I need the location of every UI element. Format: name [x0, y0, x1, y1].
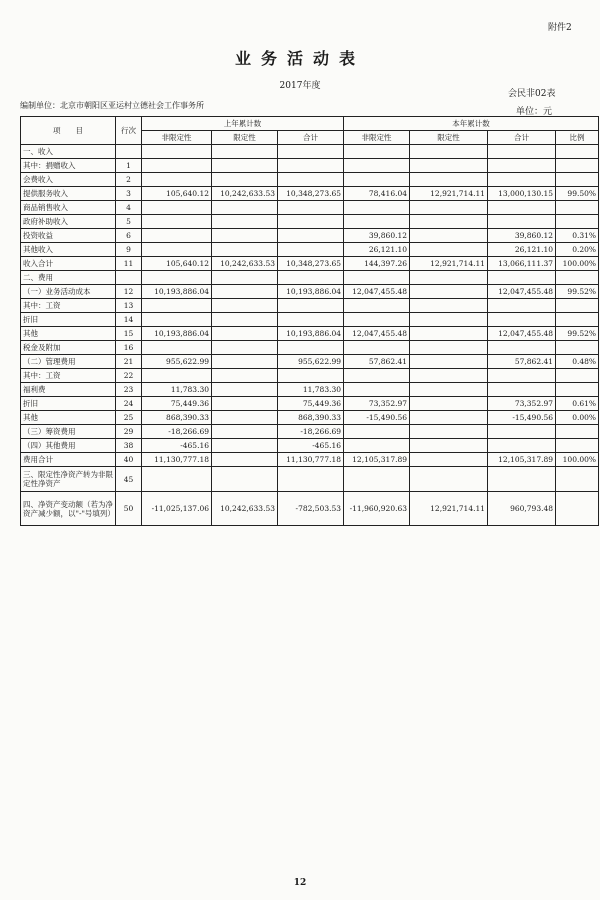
- row-value-f: [488, 369, 556, 383]
- row-value-b: [212, 453, 278, 467]
- row-value-g: [556, 299, 599, 313]
- row-value-a: 105,640.12: [142, 187, 212, 201]
- row-line-number: 45: [116, 467, 142, 492]
- row-line-number: 16: [116, 341, 142, 355]
- row-value-f: 13,066,111.37: [488, 257, 556, 271]
- row-value-e: [410, 453, 488, 467]
- row-value-g: 99.52%: [556, 327, 599, 341]
- row-item-label: 商品销售收入: [21, 201, 116, 215]
- row-value-c: 10,193,886.04: [278, 327, 344, 341]
- row-value-b: [212, 397, 278, 411]
- row-value-d: [344, 159, 410, 173]
- row-value-d: [344, 215, 410, 229]
- row-value-c: 11,130,777.18: [278, 453, 344, 467]
- row-line-number: 1: [116, 159, 142, 173]
- row-value-d: 12,047,455.48: [344, 327, 410, 341]
- table-row: [21, 355, 599, 369]
- row-value-c: [278, 215, 344, 229]
- row-value-c: 75,449.36: [278, 397, 344, 411]
- row-line-number: 2: [116, 173, 142, 187]
- row-value-g: 0.31%: [556, 229, 599, 243]
- row-value-d: [344, 271, 410, 285]
- row-value-c: [278, 173, 344, 187]
- row-value-f: 26,121.10: [488, 243, 556, 257]
- row-value-e: [410, 159, 488, 173]
- row-value-b: [212, 383, 278, 397]
- col-curr-total: 合计: [488, 131, 556, 145]
- row-value-c: 10,348,273.65: [278, 187, 344, 201]
- row-value-d: 73,352.97: [344, 397, 410, 411]
- col-item-header: 项 目: [21, 117, 116, 145]
- col-prev-total: 合计: [278, 131, 344, 145]
- row-value-f: [488, 215, 556, 229]
- table-row: [21, 492, 599, 526]
- row-line-number: 13: [116, 299, 142, 313]
- activity-statement-table: [20, 116, 599, 526]
- row-value-d: [344, 383, 410, 397]
- row-value-f: [488, 425, 556, 439]
- row-value-a: [142, 173, 212, 187]
- attachment-label: 附件2: [548, 23, 572, 33]
- col-line-header: 行次: [116, 117, 142, 145]
- row-value-e: [410, 341, 488, 355]
- row-value-g: 0.00%: [556, 411, 599, 425]
- row-line-number: 50: [116, 492, 142, 526]
- row-value-g: [556, 467, 599, 492]
- row-value-c: [278, 243, 344, 257]
- col-curr-unrestricted: 非限定性: [344, 131, 410, 145]
- row-value-c: -18,266.69: [278, 425, 344, 439]
- table-row: [21, 383, 599, 397]
- row-value-b: [212, 173, 278, 187]
- col-curr-year-header: 本年累计数: [344, 117, 599, 131]
- row-item-label: 二、费用: [21, 271, 116, 285]
- page-title: 业务活动表: [234, 49, 365, 68]
- row-item-label: （三）筹资费用: [21, 425, 116, 439]
- row-value-f: 12,047,455.48: [488, 327, 556, 341]
- row-value-b: [212, 313, 278, 327]
- row-value-e: [410, 327, 488, 341]
- row-value-f: 73,352.97: [488, 397, 556, 411]
- row-value-b: [212, 327, 278, 341]
- row-value-f: [488, 439, 556, 453]
- table-row: [21, 215, 599, 229]
- col-ratio: 比例: [556, 131, 599, 145]
- table-row: [21, 327, 599, 341]
- row-value-e: [410, 229, 488, 243]
- row-value-g: 100.00%: [556, 257, 599, 271]
- row-item-label: 收入合计: [21, 257, 116, 271]
- table-row: [21, 439, 599, 453]
- row-value-e: [410, 355, 488, 369]
- row-value-d: 144,397.26: [344, 257, 410, 271]
- row-item-label: （一）业务活动成本: [21, 285, 116, 299]
- row-value-d: 12,047,455.48: [344, 285, 410, 299]
- row-value-b: [212, 439, 278, 453]
- table-row: [21, 243, 599, 257]
- row-item-label: 一、收入: [21, 145, 116, 159]
- row-value-a: [142, 299, 212, 313]
- row-line-number: 40: [116, 453, 142, 467]
- row-value-f: 39,860.12: [488, 229, 556, 243]
- row-value-b: [212, 369, 278, 383]
- col-prev-year-header: 上年累计数: [142, 117, 344, 131]
- row-value-f: -15,490.56: [488, 411, 556, 425]
- row-line-number: [116, 145, 142, 159]
- table-row: [21, 467, 599, 492]
- row-value-g: [556, 215, 599, 229]
- row-value-d: [344, 145, 410, 159]
- row-value-c: -465.16: [278, 439, 344, 453]
- row-value-e: 12,921,714.11: [410, 187, 488, 201]
- row-item-label: 其中：工资: [21, 299, 116, 313]
- row-value-g: [556, 425, 599, 439]
- row-value-a: 10,193,886.04: [142, 327, 212, 341]
- row-value-e: [410, 313, 488, 327]
- table-row: [21, 201, 599, 215]
- row-value-e: [410, 299, 488, 313]
- row-value-e: [410, 145, 488, 159]
- row-value-c: [278, 369, 344, 383]
- row-value-b: [212, 271, 278, 285]
- row-value-d: 12,105,317.89: [344, 453, 410, 467]
- row-value-d: [344, 313, 410, 327]
- row-value-a: [142, 313, 212, 327]
- row-value-b: [212, 243, 278, 257]
- row-item-label: 福利费: [21, 383, 116, 397]
- row-value-a: [142, 369, 212, 383]
- row-value-b: [212, 299, 278, 313]
- row-value-a: [142, 201, 212, 215]
- row-value-b: 10,242,633.53: [212, 492, 278, 526]
- row-value-a: [142, 145, 212, 159]
- row-value-c: [278, 299, 344, 313]
- row-line-number: [116, 271, 142, 285]
- table-row: [21, 271, 599, 285]
- row-value-g: [556, 369, 599, 383]
- row-value-c: 868,390.33: [278, 411, 344, 425]
- row-value-c: [278, 201, 344, 215]
- row-line-number: 29: [116, 425, 142, 439]
- row-value-a: 11,130,777.18: [142, 453, 212, 467]
- row-item-label: 其他收入: [21, 243, 116, 257]
- row-value-e: [410, 425, 488, 439]
- row-value-g: [556, 439, 599, 453]
- row-value-d: -15,490.56: [344, 411, 410, 425]
- row-value-c: 10,193,886.04: [278, 285, 344, 299]
- row-value-e: [410, 285, 488, 299]
- row-item-label: 税金及附加: [21, 341, 116, 355]
- table-row: [21, 173, 599, 187]
- row-value-f: [488, 173, 556, 187]
- table-row: [21, 285, 599, 299]
- table-row: [21, 257, 599, 271]
- row-value-f: [488, 271, 556, 285]
- row-line-number: 5: [116, 215, 142, 229]
- row-value-e: [410, 201, 488, 215]
- row-item-label: 投资收益: [21, 229, 116, 243]
- row-value-f: [488, 201, 556, 215]
- page-number: 12: [293, 878, 307, 888]
- row-value-d: [344, 439, 410, 453]
- fiscal-year: 2017年度: [279, 81, 321, 91]
- row-value-e: [410, 397, 488, 411]
- row-line-number: 4: [116, 201, 142, 215]
- row-value-g: 99.52%: [556, 285, 599, 299]
- row-value-c: 955,622.99: [278, 355, 344, 369]
- row-value-b: 10,242,633.53: [212, 187, 278, 201]
- row-value-b: [212, 355, 278, 369]
- row-value-g: [556, 271, 599, 285]
- row-value-b: [212, 229, 278, 243]
- row-value-g: [556, 173, 599, 187]
- row-line-number: 38: [116, 439, 142, 453]
- row-value-a: [142, 243, 212, 257]
- row-value-g: [556, 145, 599, 159]
- row-value-e: [410, 271, 488, 285]
- row-value-f: [488, 145, 556, 159]
- row-value-e: [410, 173, 488, 187]
- row-value-b: 10,242,633.53: [212, 257, 278, 271]
- row-value-e: 12,921,714.11: [410, 492, 488, 526]
- row-value-g: 0.48%: [556, 355, 599, 369]
- row-value-g: 100.00%: [556, 453, 599, 467]
- table-row: [21, 369, 599, 383]
- row-value-a: [142, 341, 212, 355]
- row-value-a: 868,390.33: [142, 411, 212, 425]
- row-item-label: 其中：捐赠收入: [21, 159, 116, 173]
- table-row: [21, 299, 599, 313]
- row-value-a: 955,622.99: [142, 355, 212, 369]
- row-item-label: 三、限定性净资产转为非限定性净资产: [21, 467, 116, 492]
- row-line-number: 12: [116, 285, 142, 299]
- row-value-b: [212, 425, 278, 439]
- row-value-g: [556, 383, 599, 397]
- row-value-g: [556, 492, 599, 526]
- row-value-e: [410, 383, 488, 397]
- row-value-a: [142, 229, 212, 243]
- row-value-g: [556, 201, 599, 215]
- row-value-b: [212, 145, 278, 159]
- row-item-label: （四）其他费用: [21, 439, 116, 453]
- table-row: [21, 425, 599, 439]
- row-value-c: -782,503.53: [278, 492, 344, 526]
- row-value-b: [212, 341, 278, 355]
- row-value-a: [142, 159, 212, 173]
- row-line-number: 23: [116, 383, 142, 397]
- row-value-e: [410, 369, 488, 383]
- row-value-b: [212, 285, 278, 299]
- row-value-e: 12,921,714.11: [410, 257, 488, 271]
- row-line-number: 14: [116, 313, 142, 327]
- row-value-e: [410, 243, 488, 257]
- row-value-c: [278, 467, 344, 492]
- row-value-c: [278, 271, 344, 285]
- row-item-label: 其他: [21, 411, 116, 425]
- row-value-b: [212, 411, 278, 425]
- row-value-b: [212, 215, 278, 229]
- row-value-c: 11,783.30: [278, 383, 344, 397]
- table-row: [21, 313, 599, 327]
- row-value-d: [344, 299, 410, 313]
- table-row: [21, 341, 599, 355]
- row-value-a: 11,783.30: [142, 383, 212, 397]
- row-value-c: 10,348,273.65: [278, 257, 344, 271]
- row-value-c: [278, 229, 344, 243]
- row-value-d: 78,416.04: [344, 187, 410, 201]
- col-prev-restricted: 限定性: [212, 131, 278, 145]
- row-value-c: [278, 159, 344, 173]
- row-value-g: [556, 313, 599, 327]
- row-value-f: [488, 299, 556, 313]
- row-value-a: -18,266.69: [142, 425, 212, 439]
- table-body: [21, 145, 599, 526]
- row-item-label: 其他: [21, 327, 116, 341]
- form-number: 会民非02表: [508, 89, 556, 99]
- row-value-a: -465.16: [142, 439, 212, 453]
- row-value-f: 57,862.41: [488, 355, 556, 369]
- row-value-f: 960,793.48: [488, 492, 556, 526]
- row-item-label: 政府补助收入: [21, 215, 116, 229]
- row-item-label: 折旧: [21, 397, 116, 411]
- row-value-e: [410, 411, 488, 425]
- row-line-number: 25: [116, 411, 142, 425]
- row-value-f: [488, 341, 556, 355]
- row-value-c: [278, 145, 344, 159]
- row-value-g: [556, 341, 599, 355]
- row-value-f: 12,105,317.89: [488, 453, 556, 467]
- row-line-number: 6: [116, 229, 142, 243]
- row-line-number: 22: [116, 369, 142, 383]
- row-value-e: [410, 215, 488, 229]
- row-value-b: [212, 159, 278, 173]
- row-line-number: 15: [116, 327, 142, 341]
- row-value-c: [278, 341, 344, 355]
- organization-name: 编制单位：北京市朝阳区亚运村立德社会工作事务所: [20, 101, 204, 110]
- row-value-f: [488, 159, 556, 173]
- row-item-label: 折旧: [21, 313, 116, 327]
- row-line-number: 11: [116, 257, 142, 271]
- row-value-f: 13,000,130.15: [488, 187, 556, 201]
- row-line-number: 9: [116, 243, 142, 257]
- col-curr-restricted: 限定性: [410, 131, 488, 145]
- row-value-a: 75,449.36: [142, 397, 212, 411]
- table-row: [21, 453, 599, 467]
- row-value-f: [488, 313, 556, 327]
- table-row: [21, 145, 599, 159]
- row-value-b: [212, 467, 278, 492]
- table-row: [21, 411, 599, 425]
- row-value-a: 10,193,886.04: [142, 285, 212, 299]
- row-value-d: [344, 425, 410, 439]
- row-value-d: [344, 467, 410, 492]
- row-item-label: 四、净资产变动额（若为净资产减少额，以"-"号填列）: [21, 492, 116, 526]
- row-value-d: -11,960,920.63: [344, 492, 410, 526]
- row-line-number: 3: [116, 187, 142, 201]
- row-item-label: 其中：工资: [21, 369, 116, 383]
- row-value-d: [344, 369, 410, 383]
- row-item-label: 提供服务收入: [21, 187, 116, 201]
- row-value-a: [142, 467, 212, 492]
- table-row: [21, 187, 599, 201]
- table-row: [21, 397, 599, 411]
- row-value-a: -11,025,137.06: [142, 492, 212, 526]
- row-item-label: （二）管理费用: [21, 355, 116, 369]
- table-row: [21, 229, 599, 243]
- row-line-number: 21: [116, 355, 142, 369]
- row-value-d: 57,862.41: [344, 355, 410, 369]
- row-value-a: [142, 215, 212, 229]
- row-value-a: 105,640.12: [142, 257, 212, 271]
- table-row: [21, 159, 599, 173]
- row-value-g: 99.50%: [556, 187, 599, 201]
- row-value-f: [488, 383, 556, 397]
- row-value-d: [344, 173, 410, 187]
- col-prev-unrestricted: 非限定性: [142, 131, 212, 145]
- row-value-e: [410, 439, 488, 453]
- row-value-d: 26,121.10: [344, 243, 410, 257]
- row-line-number: 24: [116, 397, 142, 411]
- row-value-e: [410, 467, 488, 492]
- row-value-g: 0.20%: [556, 243, 599, 257]
- row-value-f: 12,047,455.48: [488, 285, 556, 299]
- row-value-c: [278, 313, 344, 327]
- row-item-label: 费用合计: [21, 453, 116, 467]
- row-value-d: [344, 341, 410, 355]
- row-item-label: 会费收入: [21, 173, 116, 187]
- currency-unit: 单位：元: [516, 107, 553, 117]
- row-value-g: [556, 159, 599, 173]
- row-value-d: [344, 201, 410, 215]
- row-value-a: [142, 271, 212, 285]
- row-value-d: 39,860.12: [344, 229, 410, 243]
- row-value-f: [488, 467, 556, 492]
- row-value-b: [212, 201, 278, 215]
- row-value-g: 0.61%: [556, 397, 599, 411]
